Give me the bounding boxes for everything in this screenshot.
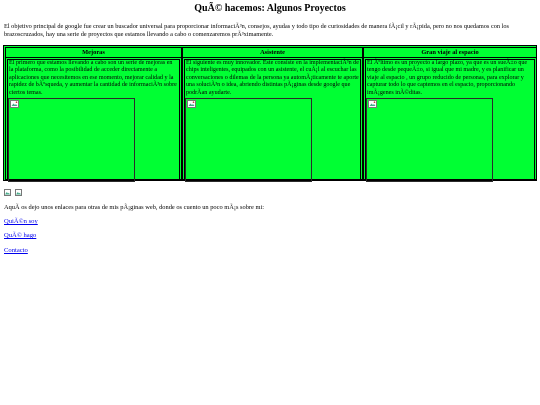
- intro-paragraph: El objetivo principal de google fue crear un buscador universal para proporcionar informaciÃ³n, consejos, ayudas y todo tipo de curiosidades de manera fÃ¡cil y rÃ¡pida, pero no nos quedamos con los brazoscruzados, hay una serie de proyectos que estamos llevando a cabo o comenzaremos prÃ³ximamente.: [4, 23, 509, 38]
- link-que-hago[interactable]: QuÃ© hago: [4, 232, 37, 239]
- projects-table: [3, 45, 537, 181]
- project-image: [185, 98, 312, 182]
- broken-image-icon: [187, 100, 196, 108]
- link-contacto[interactable]: Contacto: [4, 247, 28, 254]
- broken-images-row: [4, 189, 24, 197]
- project-column-mejoras: [5, 47, 182, 180]
- links-intro-text: AquÃ os dejo unos enlaces para otras de mis pÃ¡ginas web, donde os cuento un poco mÃ¡s sobre mi:: [4, 204, 265, 211]
- project-description: El siguiente es muy innovador. Este consiste en la implementaciÃ³n de chips inteligentes, equipados con un asistente, el cuÃ¡l al escuchar las conversaciones o dilemas de la persona ya automÃ¡ticamente te aporte una soluciÃ³n o idea, abriendo distintas pÃ¡ginas desde google que podrÃan ayudarte.: [186, 60, 359, 96]
- project-header: Mejoras: [6, 48, 181, 58]
- project-description: El primero que estamos llevando a cabo son un serie de mejoras en la plataforma, como la posibilidad de acceder directamente a aplicaciones que necesitemos en ese momento, mejorar calidad y la rapidez de bÃºsqueda, y aumentar la cantidad de informaciÃ³n sobre ciertos temas.: [9, 60, 177, 96]
- project-header: Asistente: [183, 48, 362, 58]
- project-description: El Ãºltimo es un proyecto a largo plazo, ya que es un sueÃ±o que tengo desde pequeÃ±o, si igual que mi madre, y es planificar un viaje al espacio , un grupo reducido de personas, para explorar y capturar todo lo que captemos en el espacio, proporcionando imÃ¡genes inÃ©ditas.: [367, 60, 528, 96]
- project-cell: [365, 59, 535, 180]
- project-cell: [184, 59, 361, 180]
- project-image: [8, 98, 135, 182]
- link-quien-soy[interactable]: QuiÃ©n soy: [4, 218, 38, 225]
- broken-image-icon: [10, 100, 19, 108]
- broken-image-icon: [368, 100, 377, 108]
- broken-image-icon[interactable]: [15, 189, 22, 196]
- page-title: QuÃ© hacemos: Algunos Proyectos: [194, 3, 346, 14]
- project-cell: [7, 59, 180, 180]
- project-column-viaje: [363, 47, 537, 180]
- project-header: Gran viaje al espacio: [364, 48, 536, 58]
- project-image: [366, 98, 493, 182]
- project-column-asistente: [182, 47, 363, 180]
- broken-image-icon[interactable]: [4, 189, 11, 196]
